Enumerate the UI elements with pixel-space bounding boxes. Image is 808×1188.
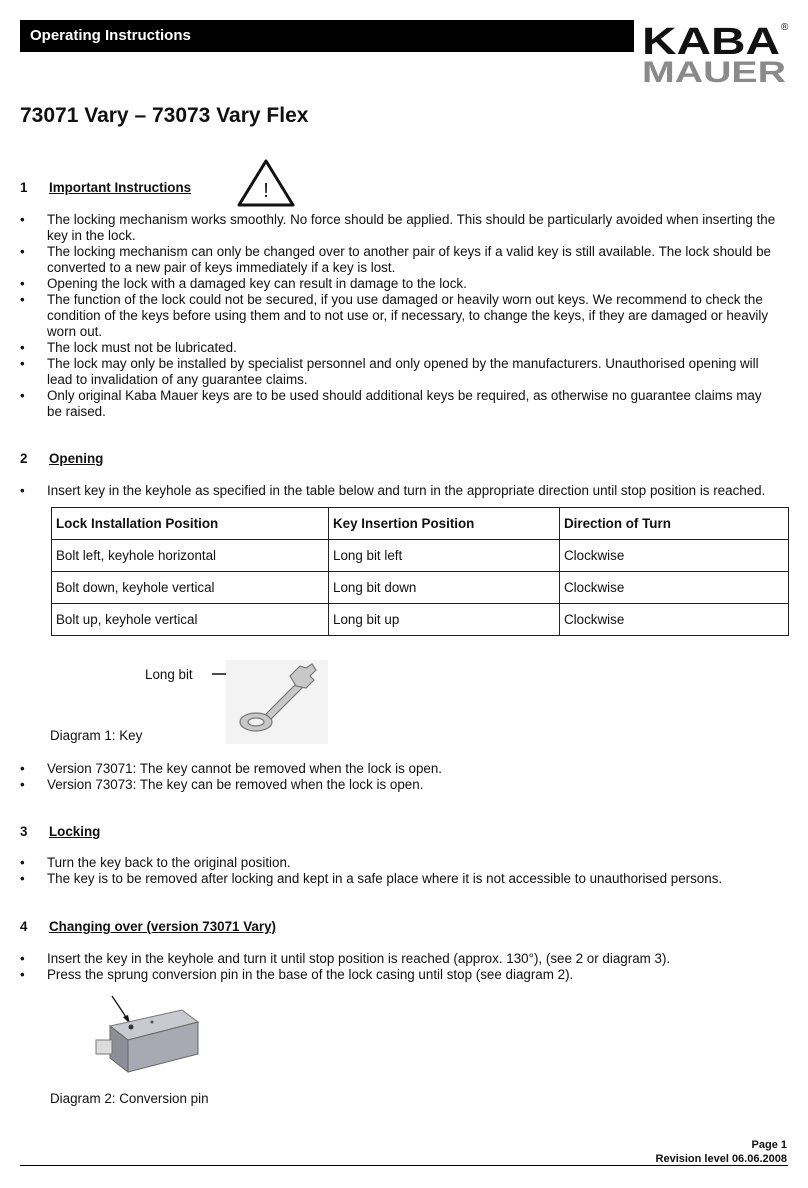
list-item: • Only original Kaba Mauer keys are to be used should additional keys be required, as otherwise no guarantee claims may be raised. (20, 388, 762, 419)
page-number: Page 1 (751, 1139, 787, 1151)
list-item: • Insert the key in the keyhole and turn it until stop position is reached (approx. 130°), (see 2 or diagram 3). (20, 951, 671, 966)
list-item: • Turn the key back to the original position. (20, 855, 291, 870)
table-header-cell: Lock Installation Position (52, 508, 329, 540)
diagram-2-caption: Diagram 2: Conversion pin (50, 1091, 209, 1106)
table-cell: Long bit up (329, 604, 560, 636)
section-number: 4 (20, 919, 28, 934)
header-bar (20, 20, 634, 52)
section-2-heading (20, 451, 103, 466)
section-2-version-list (20, 761, 780, 793)
key-illustration (226, 660, 328, 744)
table-cell: Clockwise (560, 604, 789, 636)
table-cell: Bolt left, keyhole horizontal (52, 540, 329, 572)
list-item: • The lock must not be lubricated. (20, 340, 237, 355)
long-bit-label: Long bit (145, 667, 193, 682)
table-cell: Bolt up, keyhole vertical (52, 604, 329, 636)
conversion-pin-illustration (90, 992, 200, 1074)
list-item: • The lock may only be installed by specialist personnel and only opened by the manufacturers. Unauthorised opening will lead to invalidation of any guarantee claims. (20, 356, 759, 387)
logo-mauer-text: MAUER (642, 56, 787, 88)
list-item: • Version 73071: The key cannot be removed when the lock is open. (20, 761, 443, 776)
footer-divider (20, 1165, 788, 1166)
list-item: • The locking mechanism works smoothly. No force should be applied. This should be particularly avoided when inserting the key in the lock. (20, 212, 776, 243)
section-title: Important Instructions (49, 180, 192, 195)
diagram-1-caption: Diagram 1: Key (50, 728, 143, 743)
section-4-bullet-list (20, 951, 780, 983)
section-2-intro-list (20, 483, 780, 499)
header-title: Operating Instructions (30, 27, 191, 44)
table-cell: Bolt down, keyhole vertical (52, 572, 329, 604)
section-3-heading (20, 824, 100, 839)
section-number: 1 (20, 180, 28, 195)
warning-triangle-icon (236, 158, 296, 208)
list-item: • The function of the lock could not be secured, if you use damaged or heavily worn out keys. We recommend to check the condition of the keys before using them and to not use or, if necessary, to change the keys, if they are damaged or heavily worn out. (20, 292, 769, 339)
document-title: 73071 Vary – 73073 Vary Flex (20, 104, 309, 127)
logo-registered-mark: ® (781, 22, 789, 33)
page-footer (656, 1138, 787, 1166)
table-header-cell: Key Insertion Position (329, 508, 560, 540)
section-3-bullet-list (20, 855, 780, 887)
list-item: • Insert key in the keyhole as specified in the table below and turn in the appropriate direction until stop position is reached. (20, 483, 766, 498)
logo-kaba-text: KABA (642, 21, 780, 63)
list-item: • The locking mechanism can only be changed over to another pair of keys if a valid key is still available. The lock should be converted to a new pair of keys immediately if a key is lost. (20, 244, 771, 275)
table-header-cell: Direction of Turn (560, 508, 789, 540)
revision-level: Revision level 06.06.2008 (655, 1153, 787, 1165)
section-4-heading (20, 919, 276, 934)
section-1-bullet-list (20, 212, 780, 420)
table-row (52, 572, 789, 604)
list-item: • Press the sprung conversion pin in the base of the lock casing until stop (see diagram 2). (20, 967, 574, 982)
table-cell: Clockwise (560, 572, 789, 604)
section-number: 3 (20, 824, 28, 839)
table-cell: Long bit down (329, 572, 560, 604)
list-item: • The key is to be removed after locking and kept in a safe place where it is not accessible to unauthorised persons. (20, 871, 723, 886)
section-title: Locking (49, 824, 101, 839)
section-number: 2 (20, 451, 28, 466)
table-cell: Long bit left (329, 540, 560, 572)
warning-symbol: ! (263, 180, 269, 202)
table-row (52, 540, 789, 572)
table-row (52, 604, 789, 636)
table-cell: Clockwise (560, 540, 789, 572)
list-item: • Version 73073: The key can be removed when the lock is open. (20, 777, 424, 792)
section-title: Opening (49, 451, 104, 466)
section-1-heading (20, 180, 191, 195)
key-position-table (51, 507, 789, 636)
kaba-mauer-logo (640, 18, 790, 88)
table-header-row (52, 508, 789, 540)
list-item: • Opening the lock with a damaged key can result in damage to the lock. (20, 276, 467, 291)
section-title: Changing over (version 73071 Vary) (49, 919, 276, 934)
